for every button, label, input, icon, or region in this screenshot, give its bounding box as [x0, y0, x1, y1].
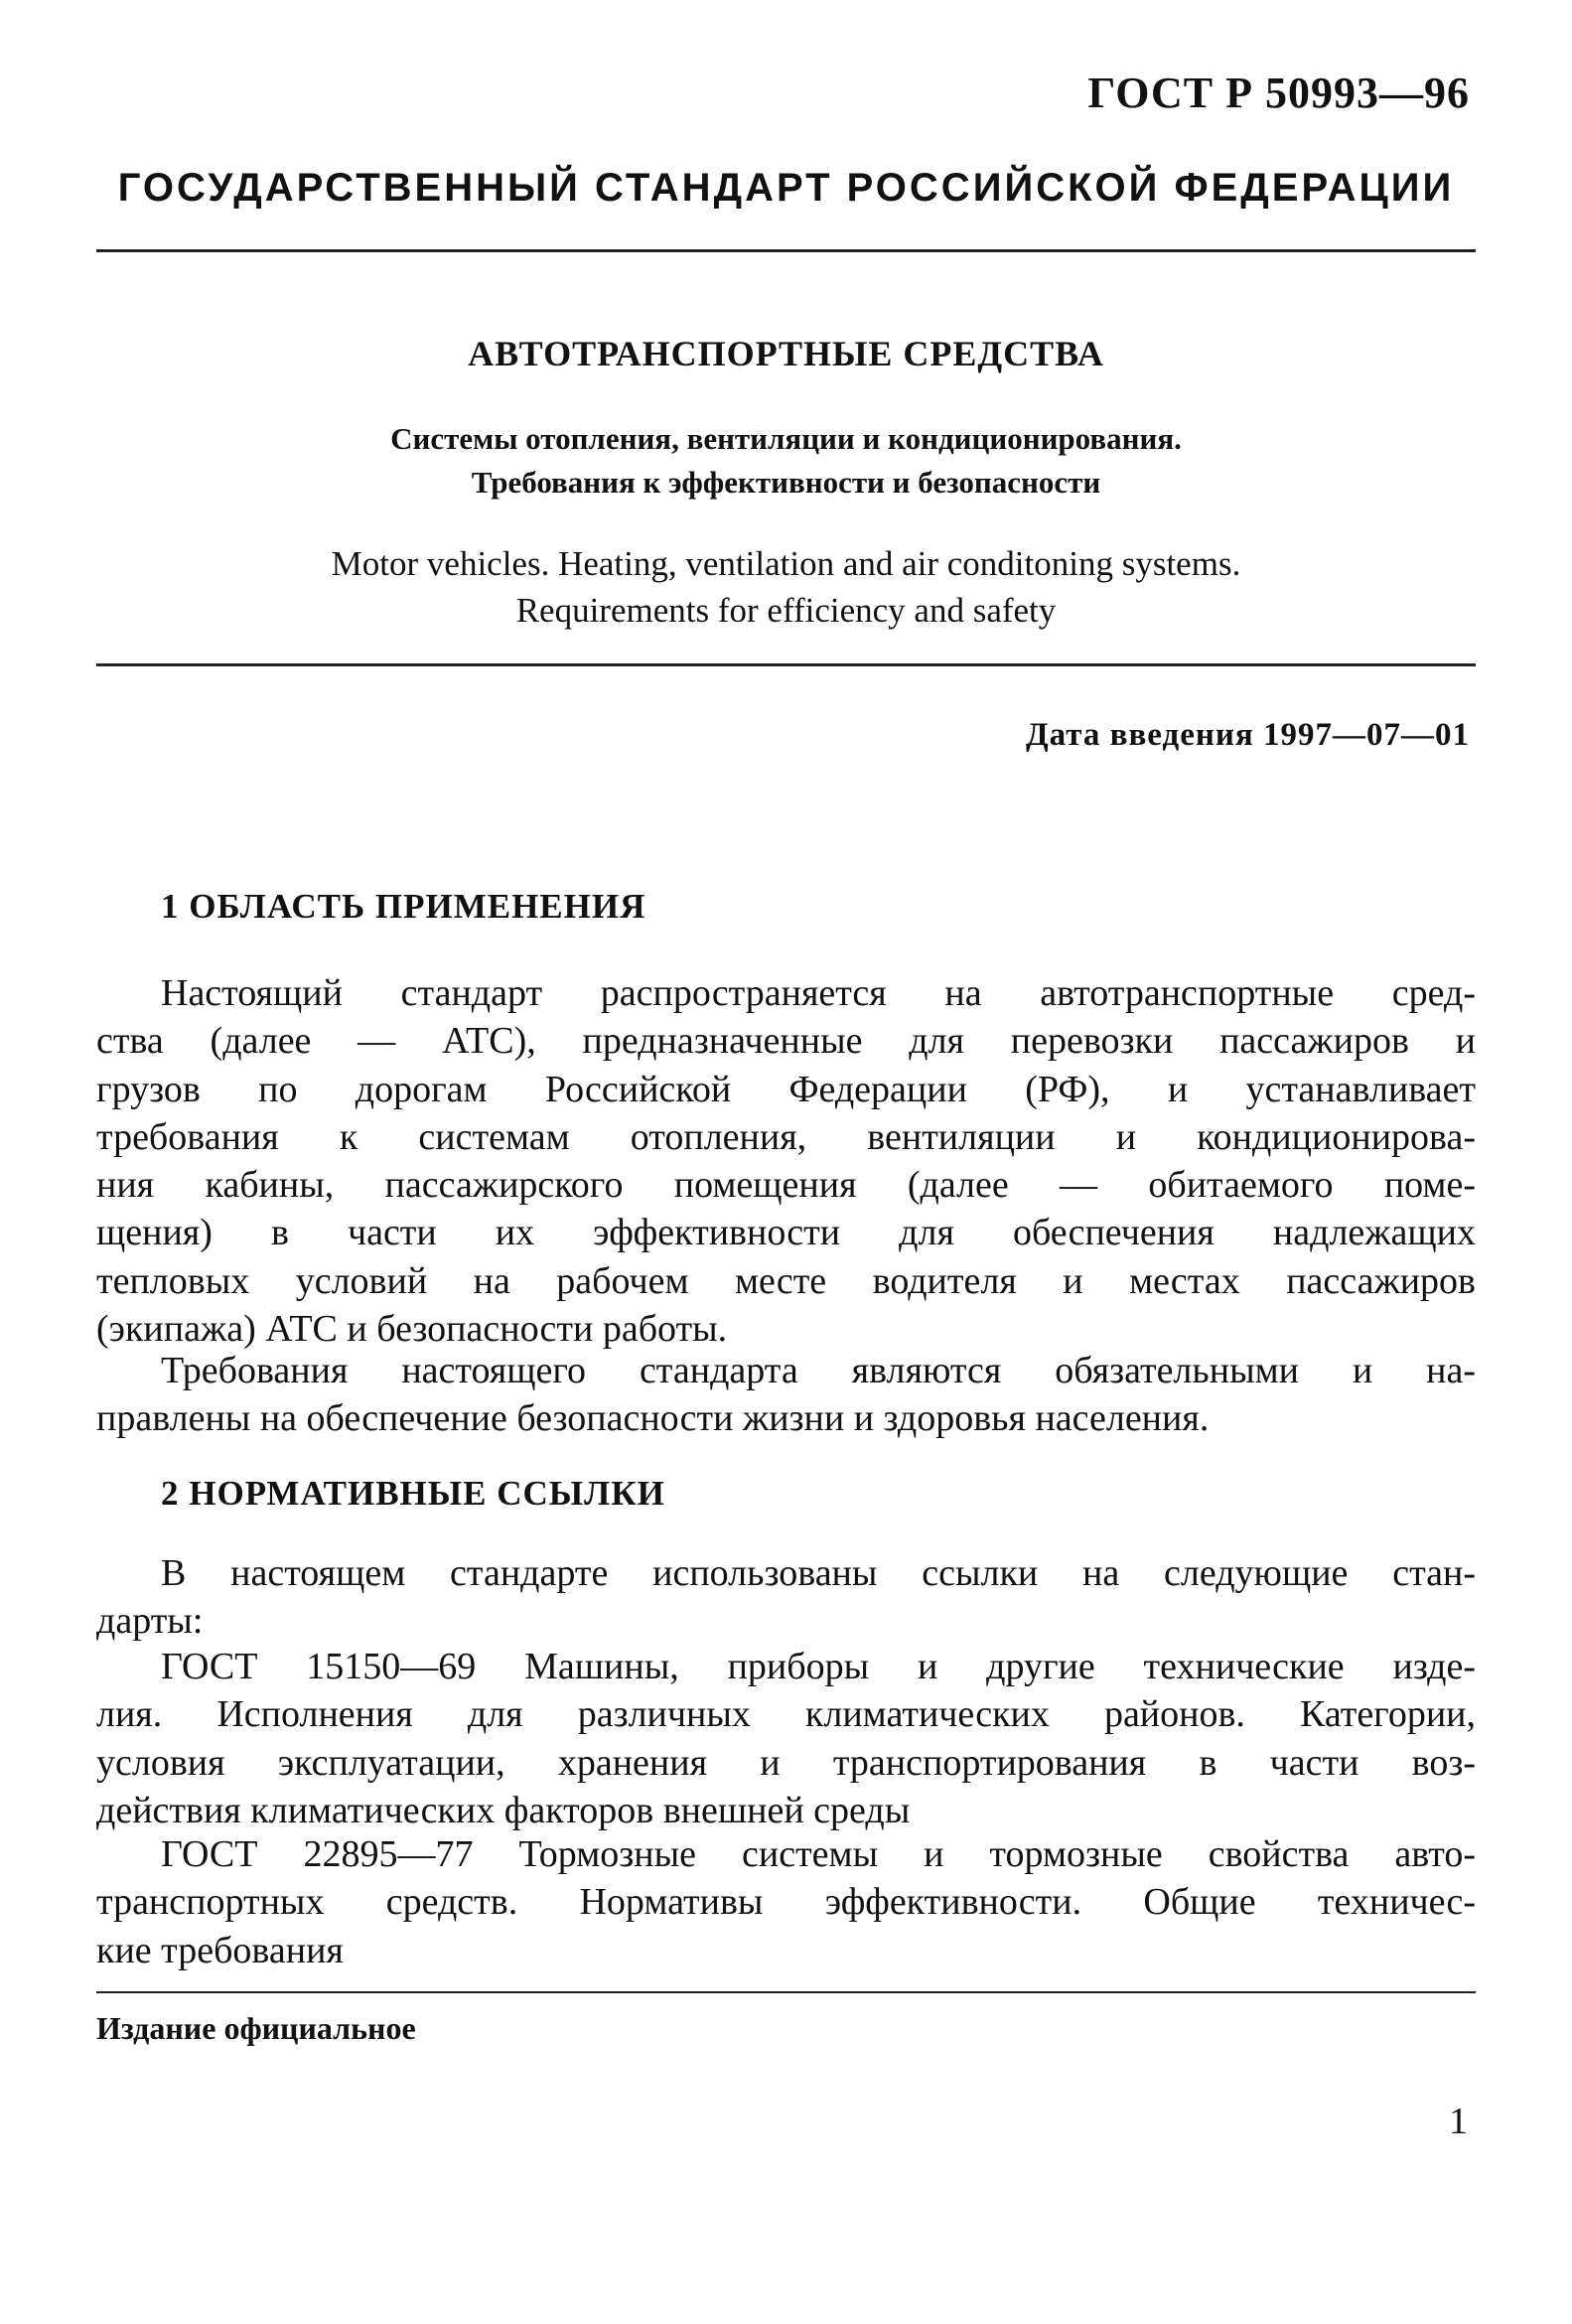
paragraph-scope [96, 969, 1476, 1353]
text-line: требования к системам отопления, вентиляции и кондиционирова- [96, 1115, 1476, 1158]
text-line: грузов по дорогам Российской Федерации (РФ), и устанавливает [96, 1068, 1476, 1110]
text-line: дарты: [96, 1600, 204, 1643]
text-line: ства (далее — АТС), предназначенные для перевозки пассажиров и [96, 1020, 1476, 1063]
text-line: (экипажа) АТС и безопасности работы. [96, 1308, 728, 1351]
text-line: действия климатических факторов внешней среды [96, 1789, 911, 1831]
state-standard-title: ГОСУДАРСТВЕННЫЙ СТАНДАРТ РОССИЙСКОЙ ФЕДЕРАЦИИ [117, 166, 1455, 210]
text-line: Требования настоящего стандарта являются обязательными и на- [161, 1350, 1476, 1391]
text-line: условия эксплуатации, хранения и транспортирования в части воз- [96, 1741, 1476, 1784]
paragraph-mandatory [96, 1347, 1476, 1443]
document-title: АВТОТРАНСПОРТНЫЕ СРЕДСТВА [468, 334, 1104, 373]
document-number: ГОСТ Р 50993—96 [1087, 69, 1470, 117]
section-heading-scope: 1 ОБЛАСТЬ ПРИМЕНЕНИЯ [161, 887, 646, 926]
title-divider [96, 663, 1476, 666]
footer-divider [96, 1991, 1476, 1993]
text-line: ГОСТ 22895—77 Тормозные системы и тормозные свойства авто- [161, 1833, 1476, 1875]
section-heading-references: 2 НОРМАТИВНЫЕ ССЫЛКИ [161, 1474, 665, 1513]
text-line: кие требования [96, 1929, 344, 1971]
english-title-line-2: Requirements for efficiency and safety [515, 591, 1057, 630]
text-line: тепловых условий на рабочем месте водителя и местах пассажиров [96, 1259, 1476, 1302]
text-line: лия. Исполнения для различных климатических районов. Категории, [96, 1693, 1476, 1736]
subtitle-line-2: Требования к эффективности и безопасности [471, 465, 1101, 500]
text-line: ГОСТ 15150—69 Машины, приборы и другие технические изде- [161, 1646, 1476, 1687]
text-line: В настоящем стандарте использованы ссылки на следующие стан- [161, 1552, 1476, 1594]
introduction-date: Дата введения 1997—07—01 [1025, 717, 1470, 753]
text-line: правлены на обеспечение безопасности жизни и здоровья населения. [96, 1397, 1210, 1440]
text-line: щения) в части их эффективности для обеспечения надлежащих [96, 1212, 1476, 1254]
text-line: ния кабины, пассажирского помещения (далее — обитаемого поме- [96, 1164, 1476, 1207]
reference-gost-15150 [96, 1643, 1476, 1834]
subtitle-line-1: Системы отопления, вентиляции и кондиционирования. [390, 421, 1182, 456]
text-line: Настоящий стандарт распространяется на автотранспортные сред- [161, 972, 1476, 1014]
page-number: 1 [1449, 2101, 1468, 2142]
official-edition-note: Издание официальное [96, 2010, 416, 2046]
reference-gost-22895 [96, 1830, 1476, 1974]
english-title-line-1: Motor vehicles. Heating, ventilation and air conditoning systems. [331, 544, 1241, 583]
text-line: транспортных средств. Нормативы эффективности. Общие техничес- [96, 1881, 1476, 1924]
header-divider [96, 249, 1476, 252]
paragraph-references-intro [96, 1549, 1476, 1646]
